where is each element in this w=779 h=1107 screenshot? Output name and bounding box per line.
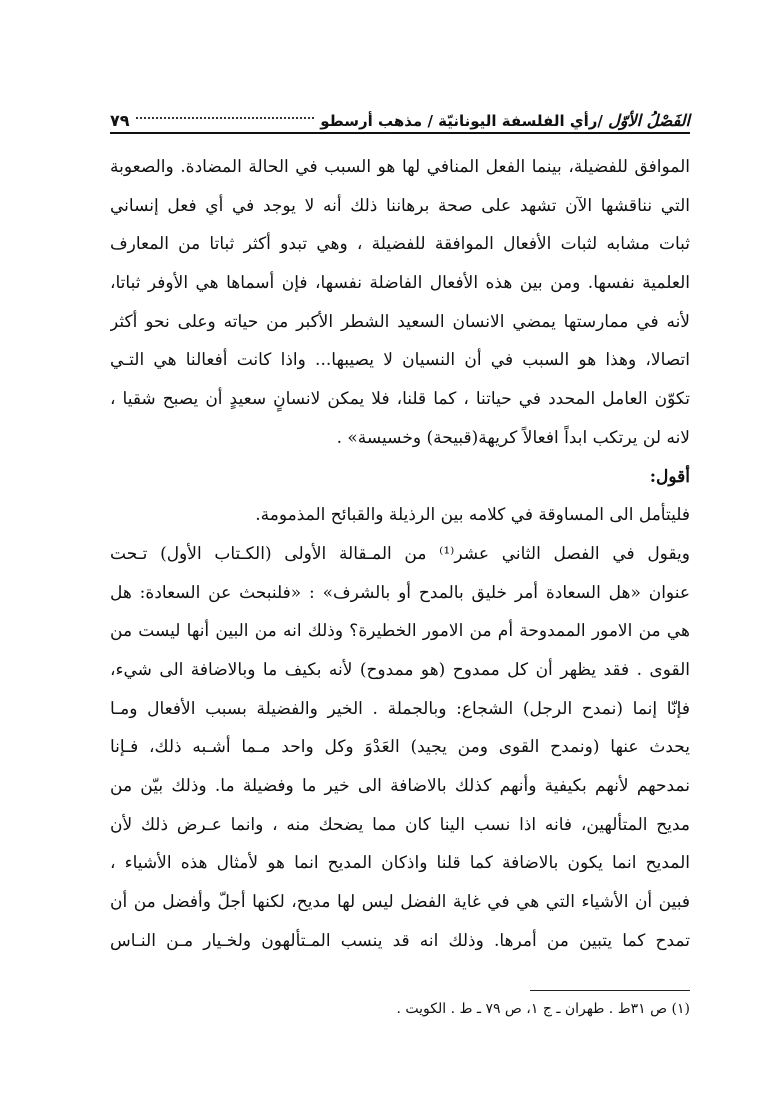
- text-line: ثبات مشابه لثبات الأفعال الموافقة للفضيلة ، وهي تبدو أكثر ثباتا من المعارف: [110, 234, 690, 255]
- main-text: [110, 148, 690, 960]
- section-heading: أقول:: [649, 466, 690, 487]
- text-line: عنوان «هل السعادة أمر خليق بالمدح أو بالشرف» : «فلنبحث عن السعادة: هل: [110, 582, 690, 603]
- chapter-label: الفَصْلُ الأوّل: [608, 111, 690, 130]
- page-number: ٧٩: [110, 111, 130, 130]
- running-title-block: [320, 111, 690, 130]
- text-line: الموافق للفضيلة، بينما الفعل المنافي لها هو السبب في الحالة المضادة. والصعوبة: [110, 157, 690, 177]
- running-title: /رأي الفلسفة اليونانيّة / مذهب أرسطو: [320, 112, 603, 130]
- text-line: اتصالا، وهذا هو السبب في أن النسيان لا يصيبها... واذا كانت أفعالنا هي التـي: [110, 350, 690, 371]
- footnote: (١) ص ٣١ط . طهران ـ ج ١، ص ٧٩ ـ ط . الكويت .: [396, 1001, 690, 1017]
- text-line: يحدث عنها (ونمدح القوى ومن يجيد) العَدْوَ وكل واحد مـما أشـبه ذلك، فـإنا: [110, 737, 690, 758]
- leader-dots: [136, 107, 315, 119]
- footnote-divider: [530, 990, 690, 991]
- text-line: تكوّن العامل المحدد في حياتنا ، كما قلنا، فلا يمكن لانسانٍ سعيدٍ أن يصبح شقيا ،: [110, 389, 690, 410]
- text-line: ويقول في الفصل الثاني عشر⁽¹⁾ من المـقالة الأولى (الكـتاب الأول) تـحت: [110, 543, 690, 564]
- text-line: القوى . فقد يظهر أن كل ممدوح (هو ممدوح) لأنه بكيف ما وبالاضافة الى شيء،: [110, 659, 690, 680]
- text-line: فإنّا إنما (نمدح الرجل) الشجاع: وبالجملة . الخير والفضيلة بسبب الأفعال ومـا: [110, 698, 690, 719]
- text-line: نمدحهم لأنهم بكيفية وأنهم كذلك بالاضافة الى خير ما وفضيلة ما. وذلك بيّن من: [110, 776, 690, 796]
- text-line: التي نناقشها الآن تشهد على صحة برهاننا ذلك أنه لا يوجد في أي فعل إنساني: [110, 195, 690, 216]
- text-line: مديح المتألهين، فانه اذا نسب الينا كان مما يضحك منه ، وانما عـرض ذلك لأن: [110, 814, 690, 835]
- running-header: [110, 96, 690, 134]
- text-line: هي من الامور الممدوحة أم من الامور الخطيرة؟ وذلك انه من البين أنها ليست من: [110, 621, 690, 642]
- text-line: لانه لن يرتكب ابداً افعالاً كريهة(قبيحة) وخسيسة» .: [336, 427, 690, 448]
- text-line: فبين أن الأشياء التي هي في غاية الفضل ليس لها مديح، لكنها أجلّ وأفضل من أن: [110, 892, 690, 913]
- text-line: لأنه في ممارستها يمضي الانسان السعيد الشطر الأكبر من حياته وعلى نحو أكثر: [110, 311, 690, 332]
- text-line: تمدح كما يتبين من أمرها. وذلك انه قد ينسب المـتألهون ولخـيار مـن النـاس: [110, 930, 690, 951]
- text-line: العلمية نفسها. ومن بين هذه الأفعال الفاضلة نفسها، فإن أسماها هي الأوفر ثباتا،: [110, 273, 690, 294]
- text-line: فليتأمل الى المساوقة في كلامه بين الرذيلة والقبائح المذمومة.: [255, 505, 690, 526]
- text-line: المديح انما يكون بالاضافة كما قلنا واذكان المديح انما هو لأمثال هذه الأشياء ،: [110, 853, 690, 874]
